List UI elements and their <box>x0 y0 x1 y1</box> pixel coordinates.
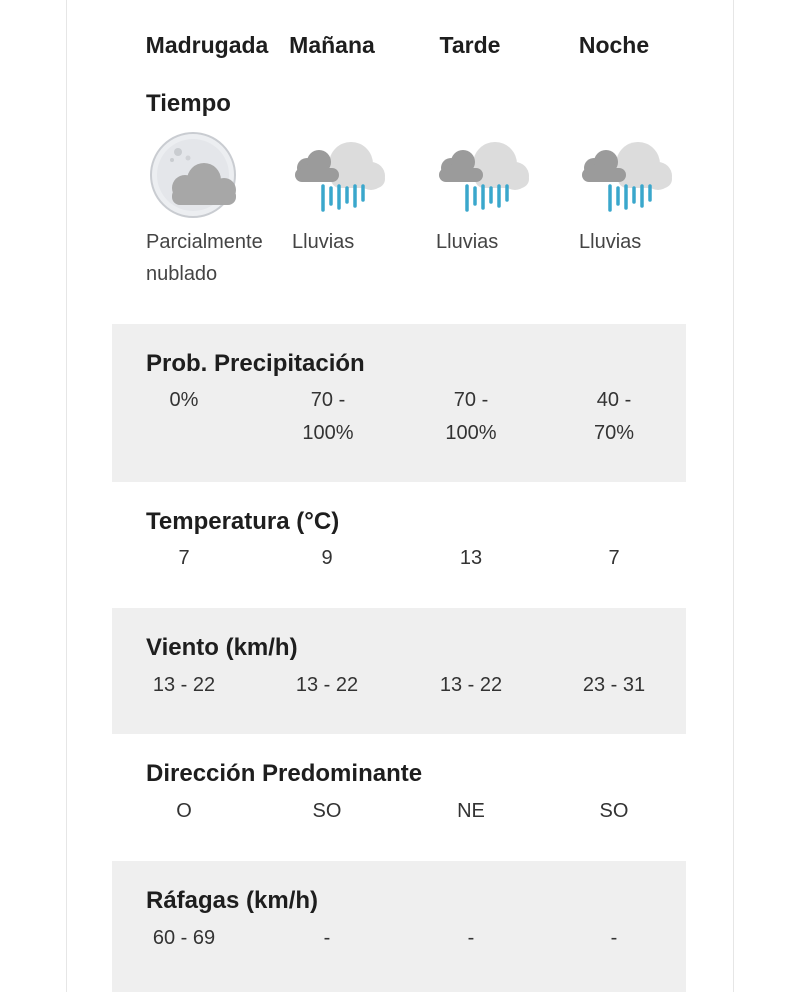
gusts-value-noche: - <box>610 927 618 949</box>
rain-icon <box>291 130 387 226</box>
precip-value-manana: 70 - 100% <box>302 389 354 444</box>
direction-value-manana: SO <box>312 800 342 822</box>
gusts-title: Ráfagas (km/h) <box>146 887 319 914</box>
period-header-madrugada: Madrugada <box>145 32 269 58</box>
direction-value-madrugada: O <box>176 800 192 822</box>
gusts-value-tarde: - <box>467 927 475 949</box>
precip-value-madrugada: 0% <box>169 389 199 411</box>
wind-value-madrugada: 13 - 22 <box>152 674 216 696</box>
wind-value-noche: 23 - 31 <box>582 674 646 696</box>
temperature-value-manana: 9 <box>321 547 333 569</box>
temperature-title: Temperatura (°C) <box>146 508 340 535</box>
direction-value-noche: SO <box>599 800 629 822</box>
temperature-value-tarde: 13 <box>459 547 483 569</box>
period-header-noche: Noche <box>578 32 650 58</box>
period-header-manana: Mañana <box>289 32 375 58</box>
wind-value-manana: 13 - 22 <box>295 674 359 696</box>
precip-value-noche: 40 - 70% <box>593 389 635 444</box>
partly-cloudy-night-icon <box>148 130 244 226</box>
direction-value-tarde: NE <box>457 800 485 822</box>
direction-title: Dirección Predominante <box>146 760 423 787</box>
temperature-value-noche: 7 <box>608 547 620 569</box>
temperature-value-madrugada: 7 <box>178 547 190 569</box>
weather-section-title: Tiempo <box>146 90 231 117</box>
period-header-tarde: Tarde <box>439 32 501 58</box>
weather-desc-madrugada: Parcialmente nublado <box>146 231 263 285</box>
precip-value-tarde: 70 - 100% <box>445 389 497 444</box>
gusts-value-manana: - <box>323 927 331 949</box>
rain-icon <box>578 130 674 226</box>
wind-value-tarde: 13 - 22 <box>439 674 503 696</box>
weather-desc-noche: Lluvias <box>579 231 642 253</box>
rain-icon <box>435 130 531 226</box>
wind-title: Viento (km/h) <box>146 634 298 661</box>
weather-desc-manana: Lluvias <box>292 231 355 253</box>
weather-desc-tarde: Lluvias <box>436 231 499 253</box>
gusts-value-madrugada: 60 - 69 <box>152 927 216 949</box>
precip-title: Prob. Precipitación <box>146 350 365 377</box>
